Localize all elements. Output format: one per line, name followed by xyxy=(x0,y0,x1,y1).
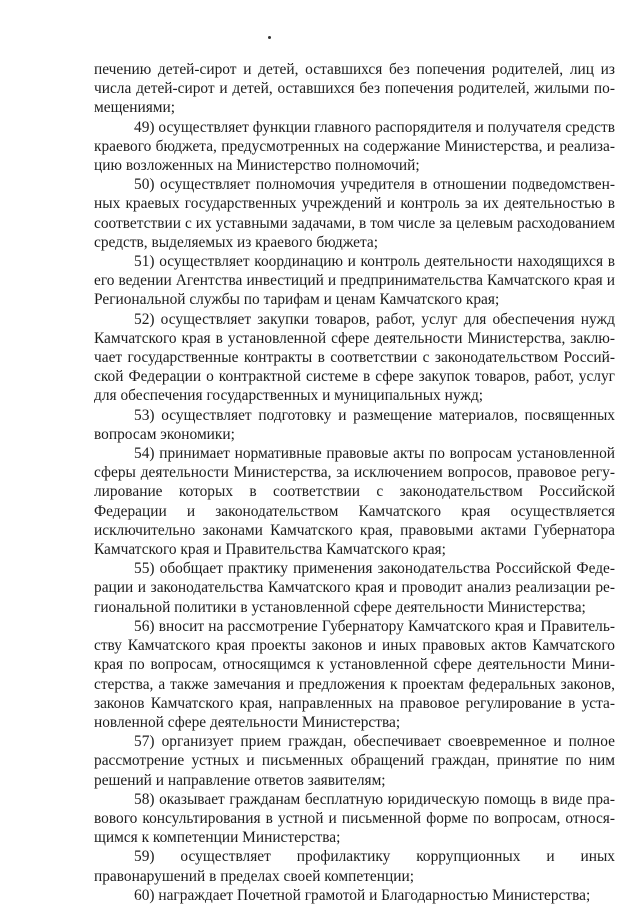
paragraph-49: 49) осуществляет функции главного распорядителя и получателя средств краевого бюджета, предусмотренных на содержание Министерства, и реализацию возложенных на Министерство полномочий; xyxy=(94,118,615,175)
paragraph-50: 50) осуществляет полномочия учредителя в отношении подведомственных краевых государственных учреждений и контроль за их деятельностью в соответствии с их уставными задачами, в том числе за целевым расходованием средств, выделяемых из краевого бюджета; xyxy=(94,176,615,251)
paragraph-60: 60) награждает Почетной грамотой и Благодарностью Министерства; xyxy=(134,886,591,904)
paragraph-51: 51) осуществляет координацию и контроль деятельности находящихся в его ведении Агентства инвестиций и предпринимательства Камчатского края и Региональной службы по тарифам и ценам Камчатского края; xyxy=(94,253,615,309)
paragraph-58: 58) оказывает гражданам бесплатную юридическую помощь в виде правового консультирования в устной и письменной форме по вопросам, относящимся к компетенции Министерства; xyxy=(94,790,615,847)
paragraph-continuation: печению детей-сирот и детей, оставшихся без попечения родителей, лиц из числа детей-сирот и детей, оставшихся без попечения родителей, жилыми помещениями; xyxy=(94,61,615,117)
paragraph-55: 55) обобщает практику применения законодательства Российской Федерации и законодательства Камчатского края и проводит анализ реализации региональной политики в установленной сфере деятельности Министерства; xyxy=(94,560,615,616)
paragraph-53: 53) осуществляет подготовку и размещение материалов, посвященных вопросам экономики; xyxy=(94,406,615,443)
paragraph-57: 57) организует прием граждан, обеспечивает своевременное и полное рассмотрение устных и письменных обращений граждан, принятие по ним решений и направление ответов заявителям; xyxy=(94,733,615,789)
scan-dot-mark xyxy=(268,36,271,39)
paragraph-59: 59) осуществляет профилактику коррупционных и иных правонарушений в пределах своей компетенции; xyxy=(94,848,615,885)
paragraph-52: 52) осуществляет закупки товаров, работ, услуг для обеспечения нужд Камчатского края в установленной сфере деятельности Министерства, заключает государственные контракты в соответствии с законодательством Российской Федерации о контрактной системе в сфере закупок товаров, работ, услуг для обеспечения государственных и муниципальных нужд; xyxy=(94,310,615,405)
document-page xyxy=(94,60,615,905)
paragraph-56: 56) вносит на рассмотрение Губернатору Камчатского края и Правительству Камчатского края проекты законов и иных правовых актов Камчатского края по вопросам, относящимся к установленной сфере деятельности Министерства, а также замечания и предложения к проектам федеральных законов, законов Камчатского края, направленных на правовое регулирование в установленной сфере деятельности Министерства; xyxy=(94,617,615,731)
paragraph-54: 54) принимает нормативные правовые акты по вопросам установленной сферы деятельности Министерства, за исключением вопросов, правовое регулирование которых в соответствии с законодательством Российской Федерации и законодательством Камчатского края осуществляется исключительно законами Камчатского края, правовыми актами Губернатора Камчатского края и Правительства Камчатского края; xyxy=(94,445,615,559)
